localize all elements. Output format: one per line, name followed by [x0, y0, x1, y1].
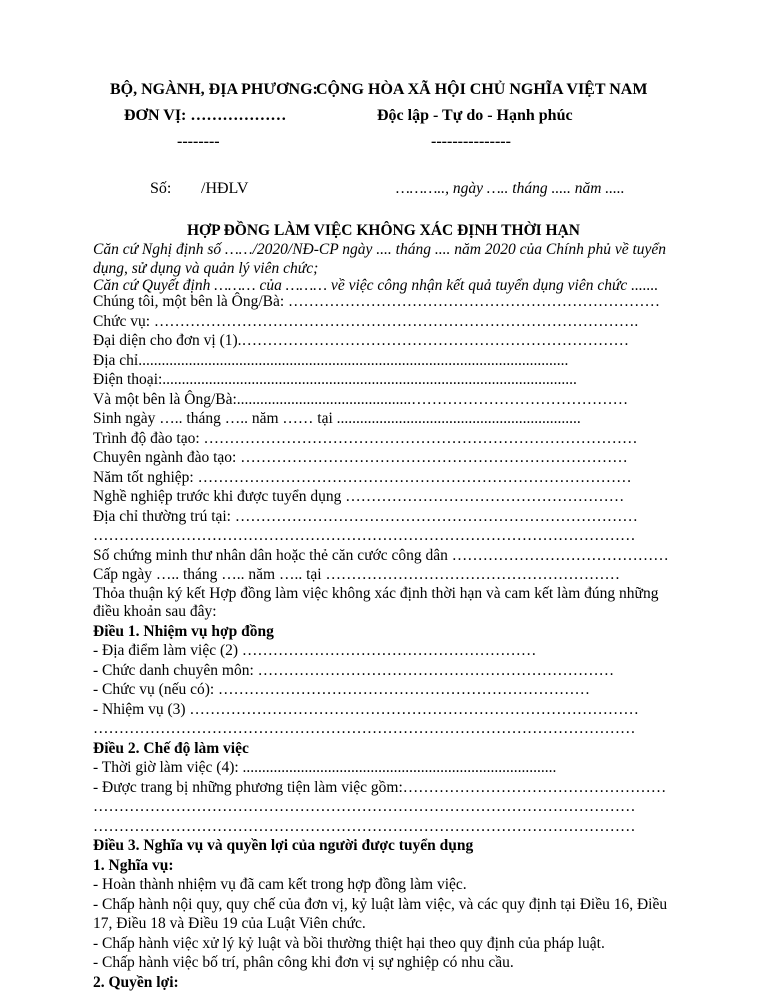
article-1-duties: - Nhiệm vụ (3) …………………………………………………………………………… [93, 700, 639, 718]
article-2-hours: - Thời giờ làm việc (4): ................................................................................. [93, 759, 557, 776]
id-issue-field: Cấp ngày ….. tháng ….. năm ….. tại ………………………………………………… [93, 566, 620, 583]
unit-label: ĐƠN VỊ: ……………… [124, 107, 287, 124]
employer-rep-field: Chúng tôi, một bên là Ông/Bà: ……………………………………………………………… [93, 293, 661, 310]
graduation-year-field: Năm tốt nghiệp: ………………………………………………………………………… [93, 468, 632, 486]
obligation-item-continued: 17, Điều 18 và Điều 19 của Luật Viên chức. [93, 915, 366, 932]
article-2-equipment-line3: …………………………………………………………………………………………… [93, 817, 636, 835]
article-1-position: - Chức vụ (nếu có): ……………………………………………………………… [93, 681, 591, 698]
employer-unit-field: Đại diện cho đơn vị (1).………………………………………………………………… [93, 332, 630, 349]
ministry-label: BỘ, NGÀNH, ĐỊA PHƯƠNG: [110, 81, 318, 98]
obligation-item: - Chấp hành việc xử lý kỷ luật và bồi thường thiệt hại theo quy định của pháp luật. [93, 934, 605, 952]
article-2-title: Điều 2. Chế độ làm việc [93, 739, 249, 757]
article-3-rights-heading: 2. Quyền lợi: [93, 973, 179, 991]
obligation-item: - Chấp hành việc bố trí, phân công khi đơn vị sự nghiệp có nhu cầu. [93, 954, 514, 971]
preamble-decree-line2: dụng, sử dụng và quản lý viên chức; [93, 260, 319, 277]
employee-birth-field: Sinh ngày ….. tháng ….. năm …… tại ............................................................... [93, 410, 581, 427]
article-2-equipment: - Được trang bị những phương tiện làm việc gồm:…………………………………………… [93, 778, 667, 796]
article-1-duties-continued: …………………………………………………………………………………………… [93, 720, 636, 737]
obligation-item: - Chấp hành nội quy, quy chế của đơn vị, kỷ luật làm việc, và các quy định tại Điều 16, Điều [93, 895, 668, 913]
right-header-divider: --------------- [431, 133, 511, 150]
previous-job-field: Nghề nghiệp trước khi được tuyển dụng ……………………………………………… [93, 488, 625, 505]
article-1-title-position: - Chức danh chuyên môn: …………………………………………………………… [93, 661, 615, 679]
contract-body [93, 292, 683, 992]
date-line: ……….., ngày ….. tháng ..... năm ..... [396, 180, 625, 197]
document-number: /HĐLV [201, 180, 249, 197]
id-number-field: Số chứng minh thư nhân dân hoặc thẻ căn cước công dân …………………………………… [93, 546, 669, 564]
permanent-address-field: Địa chỉ thường trú tại: …………………………………………………………………… [93, 507, 638, 525]
preamble-decision: Căn cứ Quyết định ……… của ……… về việc công nhận kết quả tuyển dụng viên chức ....... [93, 277, 659, 294]
article-1-title: Điều 1. Nhiệm vụ hợp đồng [93, 622, 274, 640]
obligation-item: - Hoàn thành nhiệm vụ đã cam kết trong hợp đồng làm việc. [93, 876, 467, 893]
left-header-divider: -------- [177, 133, 220, 150]
employer-phone-field: Điện thoại:........................................................................................................... [93, 371, 577, 388]
national-title: CỘNG HÒA XÃ HỘI CHỦ NGHĨA VIỆT NAM [316, 81, 648, 98]
employee-name-field: Và một bên là Ông/Bà:.............................................…………………………………… [93, 390, 629, 408]
article-3-obligations-heading: 1. Nghĩa vụ: [93, 856, 174, 874]
employer-position-field: Chức vụ: …………………………………………………………………………………. [93, 312, 639, 330]
employer-address-field: Địa chỉ............................................................................................................... [93, 351, 569, 369]
article-3-title: Điều 3. Nghĩa vụ và quyền lợi của người được tuyển dụng [93, 837, 474, 854]
permanent-address-continued: …………………………………………………………………………………………… [93, 527, 636, 544]
preamble-decree-line1: Căn cứ Nghị định số ……/2020/NĐ-CP ngày .... tháng .... năm 2020 của Chính phủ về tuyển [93, 241, 667, 258]
major-field: Chuyên ngành đào tạo: ………………………………………………………………… [93, 449, 628, 466]
contract-title: HỢP ĐỒNG LÀM VIỆC KHÔNG XÁC ĐỊNH THỜI HẠN [187, 222, 580, 239]
document-number-label: Số: [150, 180, 172, 197]
agreement-text: Thỏa thuận ký kết Hợp đồng làm việc không xác định thời hạn và cam kết làm đúng những điều khoản sau đây: [93, 584, 659, 620]
education-level-field: Trình độ đào tạo: ………………………………………………………………………… [93, 429, 638, 447]
article-2-equipment-line2: …………………………………………………………………………………………… [93, 798, 636, 815]
national-motto: Độc lập - Tự do - Hạnh phúc [377, 107, 573, 124]
article-1-workplace: - Địa điểm làm việc (2) ………………………………………………… [93, 642, 537, 659]
